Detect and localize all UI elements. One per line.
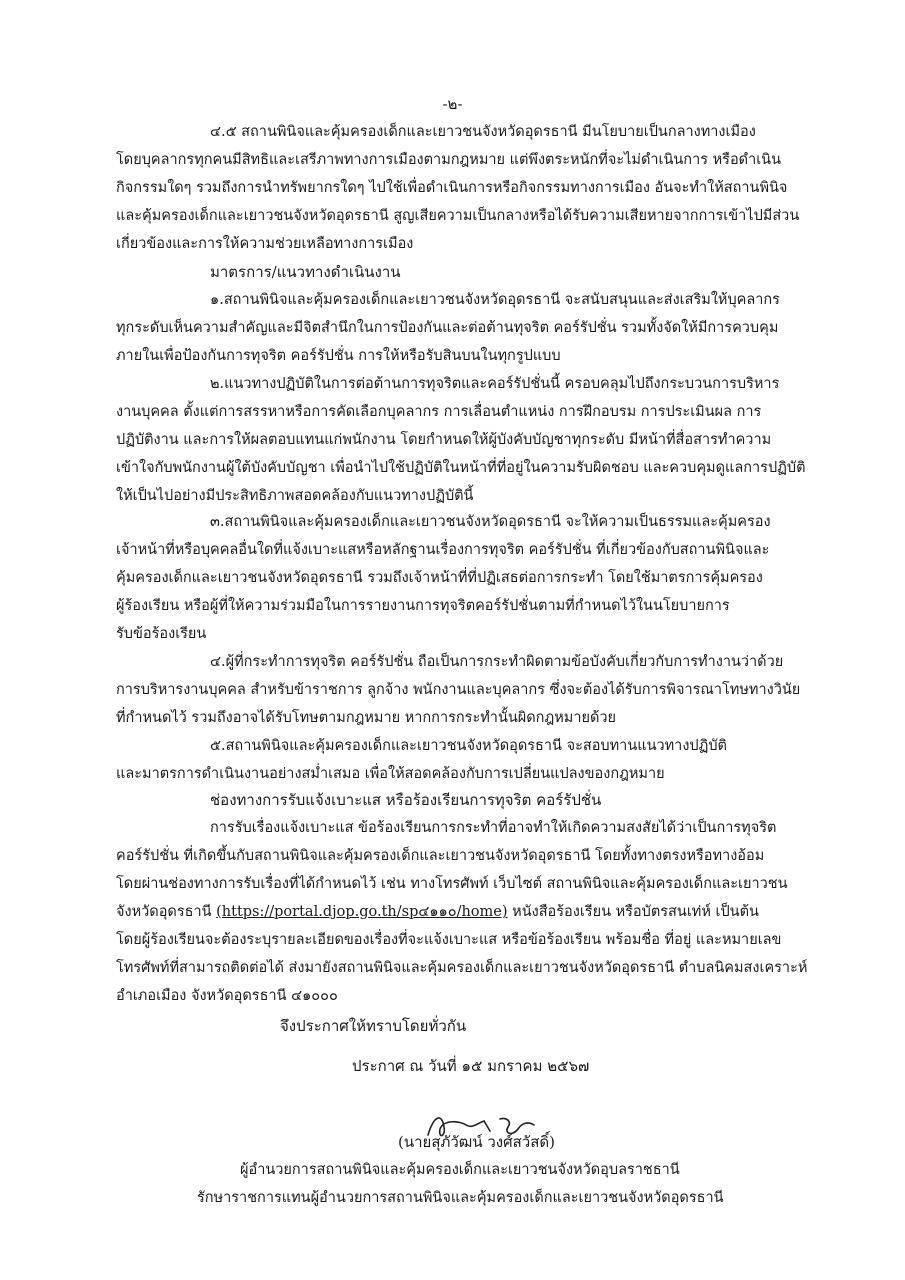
signer-name: (นายสุภัวัฒน์ วงศ์สวัสดิ์) [398,1133,555,1151]
paragraph-line: ผู้ร้องเรียน หรือผู้ที่ให้ความร่วมมือในการรายงานการทุจริตคอร์รัปชั่นตามที่กำหนดไว้ในนโยบายการ [116,598,730,614]
paragraph-line: ที่กำหนดไว้ รวมถึงอาจได้รับโทษตามกฎหมาย หากการกระทำนั้นผิดกฎหมายด้วย [116,710,617,726]
paragraph-line: ๕.สถานพินิจและคุ้มครองเด็กและเยาวชนจังหวัดอุดรธานี จะสอบทานแนวทางปฏิบัติ [210,738,727,754]
paragraph-line: โดยผู้ร้องเรียนจะต้องระบุรายละเอียดของเรื่องที่จะแจ้งเบาะแส หรือข้อร้องเรียน พร้อมชื่อ ที่อยู่ และหมายเลข [116,932,782,948]
paragraph-line: ภายในเพื่อป้องกันการทุจริต คอร์รัปชั่น การให้หรือรับสินบนในทุกรูปแบบ [116,348,561,364]
website-link[interactable]: (https://portal.djop.go.th/sp๔๑๑๐/home) [216,904,508,920]
paragraph-line: อำเภอเมือง จังหวัดอุดรธานี ๔๑๐๐๐ [116,988,338,1004]
paragraph-line: งานบุคคล ตั้งแต่การสรรหาหรือการคัดเลือกบุคลากร การเลื่อนตำแหน่ง การฝึกอบรม การประเมินผล การ [116,404,762,420]
paragraph-line: ปฏิบัติงาน และการให้ผลตอบแทนแก่พนักงาน โดยกำหนดให้ผู้บังคับบัญชาทุกระดับ มีหน้าที่สื่อสารทำความ [116,432,772,448]
signer-title: ผู้อำนวยการสถานพินิจและคุ้มครองเด็กและเยาวชนจังหวัดอุบลราชธานี [240,1162,680,1178]
paragraph-line: การรับเรื่องแจ้งเบาะแส ข้อร้องเรียนการกระทำที่อาจทำให้เกิดความสงสัยได้ว่าเป็นการทุจริต [210,820,777,836]
paragraph-line: โทรศัพท์ที่สามารถติดต่อได้ ส่งมายังสถานพินิจและคุ้มครองเด็กและเยาวชนจังหวัดอุดรธานี ตำบลนิคมสงเคราะห์ [116,960,808,976]
paragraph-line: การบริหารงานบุคคล สำหรับข้าราชการ ลูกจ้าง พนักงานและบุคลากร ซึ่งจะต้องได้รับการพิจารณาโทษทางวินัย [116,682,801,698]
paragraph-line: เข้าใจกับพนักงานผู้ใต้บังคับบัญชา เพื่อนำไปใช้ปฏิบัติในหน้าที่ที่อยู่ในความรับผิดชอบ และควบคุมดูแลการปฏิบัติ [116,460,806,476]
paragraph-line: ๒.แนวทางปฏิบัติในการต่อต้านการทุจริตและคอร์รัปชั่นนี้ ครอบคลุมไปถึงกระบวนการบริหาร [210,376,780,392]
paragraph-line: และมาตรการดำเนินงานอย่างสม่ำเสมอ เพื่อให้สอดคล้องกับการเปลี่ยนแปลงของกฎหมาย [116,766,665,782]
paragraph-line: โดยผ่านช่องทางการรับเรื่องที่ได้กำหนดไว้ เช่น ทางโทรศัพท์ เว็บไซต์ สถานพินิจและคุ้มครองเด็กและเยาวชน [116,876,788,892]
date-line: ประกาศ ณ วันที่ ๑๕ มกราคม ๒๕๖๗ [352,1057,590,1075]
channels-heading: ช่องทางการรับแจ้งเบาะแส หรือร้องเรียนการทุจริต คอร์รัปชั่น [210,791,602,809]
paragraph-line: รับข้อร้องเรียน [116,626,207,642]
paragraph-line: คอร์รัปชั่น ที่เกิดขึ้นกับสถานพินิจและคุ้มครองเด็กและเยาวชนจังหวัดอุดรธานี โดยทั้งทางตรงหรือทางอ้อม [116,848,765,864]
signer-acting-title: รักษาราชการแทนผู้อำนวยการสถานพินิจและคุ้มครองเด็กและเยาวชนจังหวัดอุดรธานี [197,1190,724,1206]
paragraph-line: เกี่ยวข้องและการให้ความช่วยเหลือทางการเมือง [116,236,414,252]
measures-heading: มาตรการ/แนวทางดำเนินงาน [210,263,401,281]
paragraph-line: ๔.ผู้ที่กระทำการทุจริต คอร์รัปชั่น ถือเป็นการกระทำผิดตามข้อบังคับเกี่ยวกับการทำงานว่าด้วย [210,654,784,670]
paragraph-line: ให้เป็นไปอย่างมีประสิทธิภาพสอดคล้องกับแนวทางปฏิบัตินี้ [116,488,474,504]
paragraph-line: กิจกรรมใดๆ รวมถึงการนำทรัพยากรใดๆ ไปใช้เพื่อดำเนินการหรือกิจกรรมทางการเมือง อันจะทำให้สถานพินิจ [116,180,788,196]
paragraph-line: ทุกระดับเห็นความสำคัญและมีจิตสำนึกในการป้องกันและต่อต้านทุจริต คอร์รัปชั่น รวมทั้งจัดให้มีการควบคุม [116,320,779,336]
page-number: -๒- [442,95,463,113]
paragraph-line: โดยบุคลากรทุกคนมีสิทธิและเสรีภาพทางการเมืองตามกฎหมาย แต่พึงตระหนักที่จะไม่ดำเนินการ หรือดำเนิน [116,152,782,168]
paragraph-line: คุ้มครองเด็กและเยาวชนจังหวัดอุดรธานี รวมถึงเจ้าหน้าที่ที่ปฏิเสธต่อการกระทำ โดยใช้มาตรการคุ้มครอง [116,570,763,586]
paragraph-line: ๔.๕ สถานพินิจและคุ้มครองเด็กและเยาวชนจังหวัดอุดรธานี มีนโยบายเป็นกลางทางเมือง [210,124,756,140]
paragraph-line: เจ้าหน้าที่หรือบุคคลอื่นใดที่แจ้งเบาะแสหรือหลักฐานเรื่องการทุจริต คอร์รัปชั่น ที่เกี่ยวข้องกับสถานพินิจและ [116,542,770,558]
paragraph-line: และคุ้มครองเด็กและเยาวชนจังหวัดอุดรธานี สูญเสียความเป็นกลางหรือได้รับความเสียหายจากการเข้าไปมีส่วน [116,208,800,224]
line-text: จังหวัดอุดรธานี [116,904,217,920]
paragraph-line [116,900,759,924]
announcement-line: จึงประกาศให้ทราบโดยทั่วกัน [280,1017,467,1035]
paragraph-line: ๑.สถานพินิจและคุ้มครองเด็กและเยาวชนจังหวัดอุดรธานี จะสนับสนุนและส่งเสริมให้บุคลากร [210,292,780,308]
line-text: หนังสือร้องเรียน หรือบัตรสนเท่ห์ เป็นต้น [507,904,759,920]
paragraph-line: ๓.สถานพินิจและคุ้มครองเด็กและเยาวชนจังหวัดอุดรธานี จะให้ความเป็นธรรมและคุ้มครอง [210,514,771,530]
